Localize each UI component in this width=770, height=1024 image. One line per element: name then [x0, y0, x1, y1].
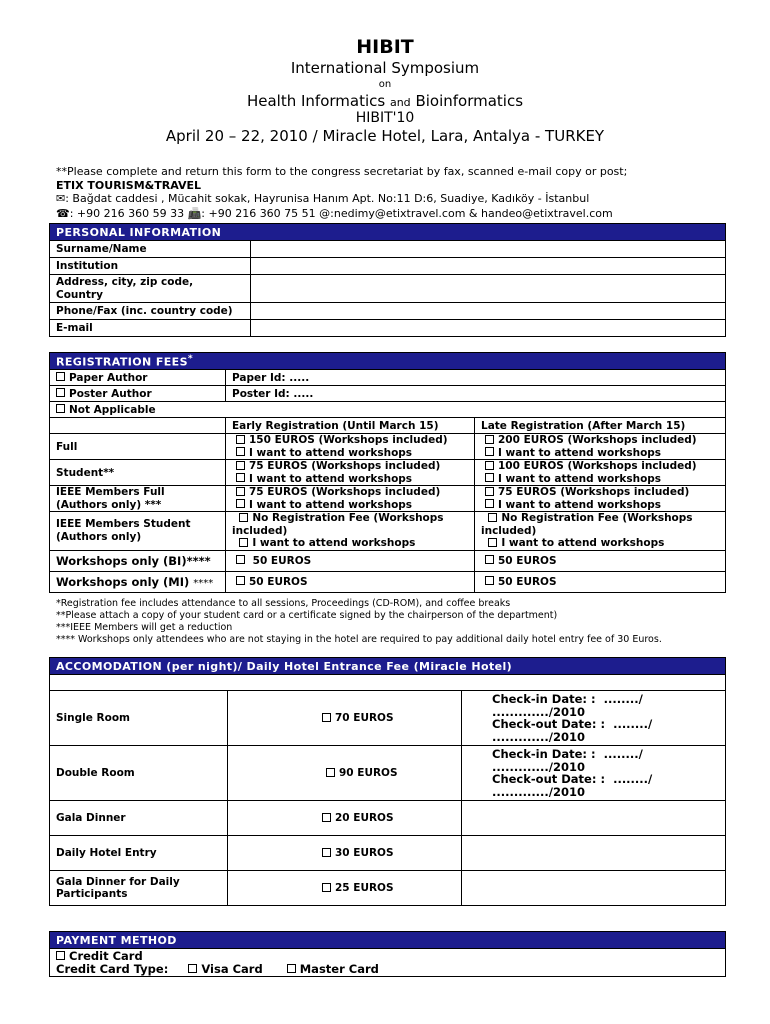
- input-institution[interactable]: [251, 258, 726, 275]
- field-email: E-mail: [50, 320, 251, 337]
- personal-info-table: [49, 223, 726, 337]
- acc-gala-daily-price[interactable]: 25 EUROS: [228, 871, 462, 906]
- checkbox-icon[interactable]: [485, 473, 494, 482]
- field-address: Address, city, zip code, Country: [50, 275, 251, 303]
- symposium-line: International Symposium: [290, 59, 480, 77]
- checkbox-icon[interactable]: [56, 404, 65, 413]
- company-name: ETIX TOURISM&TRAVEL: [56, 179, 202, 192]
- topic-health: Health Informatics: [246, 92, 386, 110]
- payment-heading: PAYMENT METHOD: [50, 932, 726, 949]
- checkbox-icon[interactable]: [239, 538, 248, 547]
- acc-double-dates[interactable]: Check-in Date: : ......../ ............./2010 Check-out Date: : ......../ ............./2010: [462, 746, 726, 801]
- ieee-full-early-options[interactable]: 75 EUROS (Workshops included) I want to attend workshops: [226, 486, 475, 512]
- company-address: ✉: Bağdat caddesi , Mücahit sokak, Hayrunisa Hanım Apt. No:11 D:6, Suadiye, Kadıköy - İstanbul: [56, 192, 590, 205]
- acc-single-dates[interactable]: Check-in Date: : ......../ ............./2010 Check-out Date: : ......../ ............./2010: [462, 691, 726, 746]
- checkbox-icon[interactable]: [236, 487, 245, 496]
- ws-mi-early[interactable]: 50 EUROS: [226, 571, 475, 592]
- checkbox-icon[interactable]: [485, 435, 494, 444]
- accommodation-table: [49, 657, 726, 906]
- acc-single-price[interactable]: 70 EUROS: [228, 691, 462, 746]
- checkbox-icon[interactable]: [56, 388, 65, 397]
- form-title: HIBIT: [356, 36, 414, 58]
- late-heading: Late Registration (After March 15): [475, 418, 726, 434]
- event-dates: April 20 – 22, 2010 / Miracle Hotel, Lara, Antalya - TURKEY: [165, 127, 605, 145]
- footnote-3: ***IEEE Members will get a reduction: [56, 622, 233, 633]
- registration-table: [49, 352, 726, 593]
- checkbox-icon[interactable]: [239, 513, 248, 522]
- checkbox-icon[interactable]: [322, 713, 331, 722]
- event-code: HIBIT'10: [355, 110, 415, 126]
- payment-table: [49, 931, 726, 977]
- ieee-full-late-options[interactable]: 75 EUROS (Workshops included) I want to attend workshops: [475, 486, 726, 512]
- fee-workshops-bi: Workshops only (BI)****: [50, 550, 226, 571]
- acc-gala-price[interactable]: 20 EUROS: [228, 801, 462, 836]
- checkbox-icon[interactable]: [236, 555, 245, 564]
- checkbox-icon[interactable]: [188, 964, 197, 973]
- ws-bi-late[interactable]: 50 EUROS: [475, 550, 726, 571]
- personal-heading: PERSONAL INFORMATION: [50, 224, 726, 241]
- acc-daily-entry: Daily Hotel Entry: [50, 836, 228, 871]
- checkbox-icon[interactable]: [326, 768, 335, 777]
- checkbox-icon[interactable]: [485, 487, 494, 496]
- ieee-student-late-options[interactable]: No Registration Fee (Workshops included) I want to attend workshops: [475, 512, 726, 551]
- poster-id[interactable]: Poster Id: .....: [226, 386, 726, 402]
- input-email[interactable]: [251, 320, 726, 337]
- ws-mi-late[interactable]: 50 EUROS: [475, 571, 726, 592]
- acc-gala-dinner: Gala Dinner: [50, 801, 228, 836]
- paper-id[interactable]: Paper Id: .....: [226, 370, 726, 386]
- checkbox-icon[interactable]: [236, 461, 245, 470]
- ieee-student-early-options[interactable]: No Registration Fee (Workshops included) I want to attend workshops: [226, 512, 475, 551]
- checkbox-icon[interactable]: [485, 447, 494, 456]
- fee-ieee-student: IEEE Members Student (Authors only): [50, 512, 226, 551]
- payment-credit[interactable]: Credit Card: [69, 949, 143, 963]
- option-paper-author[interactable]: Paper Author: [50, 370, 226, 386]
- fee-full: Full: [50, 434, 226, 460]
- checkbox-icon[interactable]: [236, 499, 245, 508]
- acc-double-room: Double Room: [50, 746, 228, 801]
- company-contact: ☎: +90 216 360 59 33 📠: +90 216 360 75 51 @:nedimy@etixtravel.com & handeo@etixtravel.com: [56, 207, 613, 220]
- input-surname[interactable]: [251, 241, 726, 258]
- registration-heading: REGISTRATION FEES*: [50, 353, 726, 370]
- input-phone[interactable]: [251, 303, 726, 320]
- input-address[interactable]: [251, 275, 726, 303]
- topic-line: [0, 92, 770, 110]
- checkbox-icon[interactable]: [236, 447, 245, 456]
- footnote-1: *Registration fee includes attendance to all sessions, Proceedings (CD-ROM), and coffee breaks: [56, 598, 511, 609]
- checkbox-icon[interactable]: [322, 848, 331, 857]
- payment-options: [50, 949, 726, 977]
- footnote-4: **** Workshops only attendees who are not staying in the hotel are required to pay additional daily hotel entry fee of 30 Euros.: [56, 634, 662, 645]
- option-not-applicable[interactable]: Not Applicable: [50, 402, 726, 418]
- payment-master[interactable]: Master Card: [299, 961, 379, 976]
- checkbox-icon[interactable]: [485, 461, 494, 470]
- checkbox-icon[interactable]: [485, 499, 494, 508]
- checkbox-icon[interactable]: [56, 372, 65, 381]
- checkbox-icon[interactable]: [485, 555, 494, 564]
- checkbox-icon[interactable]: [488, 513, 497, 522]
- accommodation-heading: ACCOMODATION (per night)/ Daily Hotel Entrance Fee (Miracle Hotel): [50, 658, 726, 675]
- acc-gala-daily: Gala Dinner for Daily Participants: [50, 871, 228, 906]
- topic-and: and: [389, 96, 411, 109]
- field-surname: Surname/Name: [50, 241, 251, 258]
- checkbox-icon[interactable]: [236, 576, 245, 585]
- ws-bi-early[interactable]: 50 EUROS: [226, 550, 475, 571]
- student-late-options[interactable]: 100 EUROS (Workshops included) I want to attend workshops: [475, 460, 726, 486]
- acc-double-price[interactable]: 90 EUROS: [228, 746, 462, 801]
- field-institution: Institution: [50, 258, 251, 275]
- checkbox-icon[interactable]: [236, 473, 245, 482]
- checkbox-icon[interactable]: [236, 435, 245, 444]
- submit-note: **Please complete and return this form to the congress secretariat by fax, scanned e-mail copy or post;: [56, 165, 628, 178]
- student-early-options[interactable]: 75 EUROS (Workshops included) I want to attend workshops: [226, 460, 475, 486]
- early-heading: Early Registration (Until March 15): [226, 418, 475, 434]
- topic-bio: Bioinformatics: [415, 92, 524, 110]
- checkbox-icon[interactable]: [56, 951, 65, 960]
- acc-single-room: Single Room: [50, 691, 228, 746]
- checkbox-icon[interactable]: [322, 883, 331, 892]
- checkbox-icon[interactable]: [322, 813, 331, 822]
- full-late-options[interactable]: 200 EUROS (Workshops included) I want to attend workshops: [475, 434, 726, 460]
- footnote-2: **Please attach a copy of your student card or a certificate signed by the chairperson of the department): [56, 610, 558, 621]
- field-phone: Phone/Fax (inc. country code): [50, 303, 251, 320]
- full-early-options[interactable]: 150 EUROS (Workshops included) I want to attend workshops: [226, 434, 475, 460]
- option-poster-author[interactable]: Poster Author: [50, 386, 226, 402]
- fee-student: Student**: [50, 460, 226, 486]
- on-word: on: [378, 79, 392, 90]
- fee-ieee-full: IEEE Members Full (Authors only) ***: [50, 486, 226, 512]
- payment-type-label: Credit Card Type:: [56, 961, 169, 976]
- fee-workshops-mi: Workshops only (MI) ****: [50, 571, 226, 592]
- payment-visa[interactable]: Visa Card: [201, 961, 263, 976]
- checkbox-icon[interactable]: [488, 538, 497, 547]
- acc-daily-price[interactable]: 30 EUROS: [228, 836, 462, 871]
- checkbox-icon[interactable]: [485, 576, 494, 585]
- checkbox-icon[interactable]: [287, 964, 296, 973]
